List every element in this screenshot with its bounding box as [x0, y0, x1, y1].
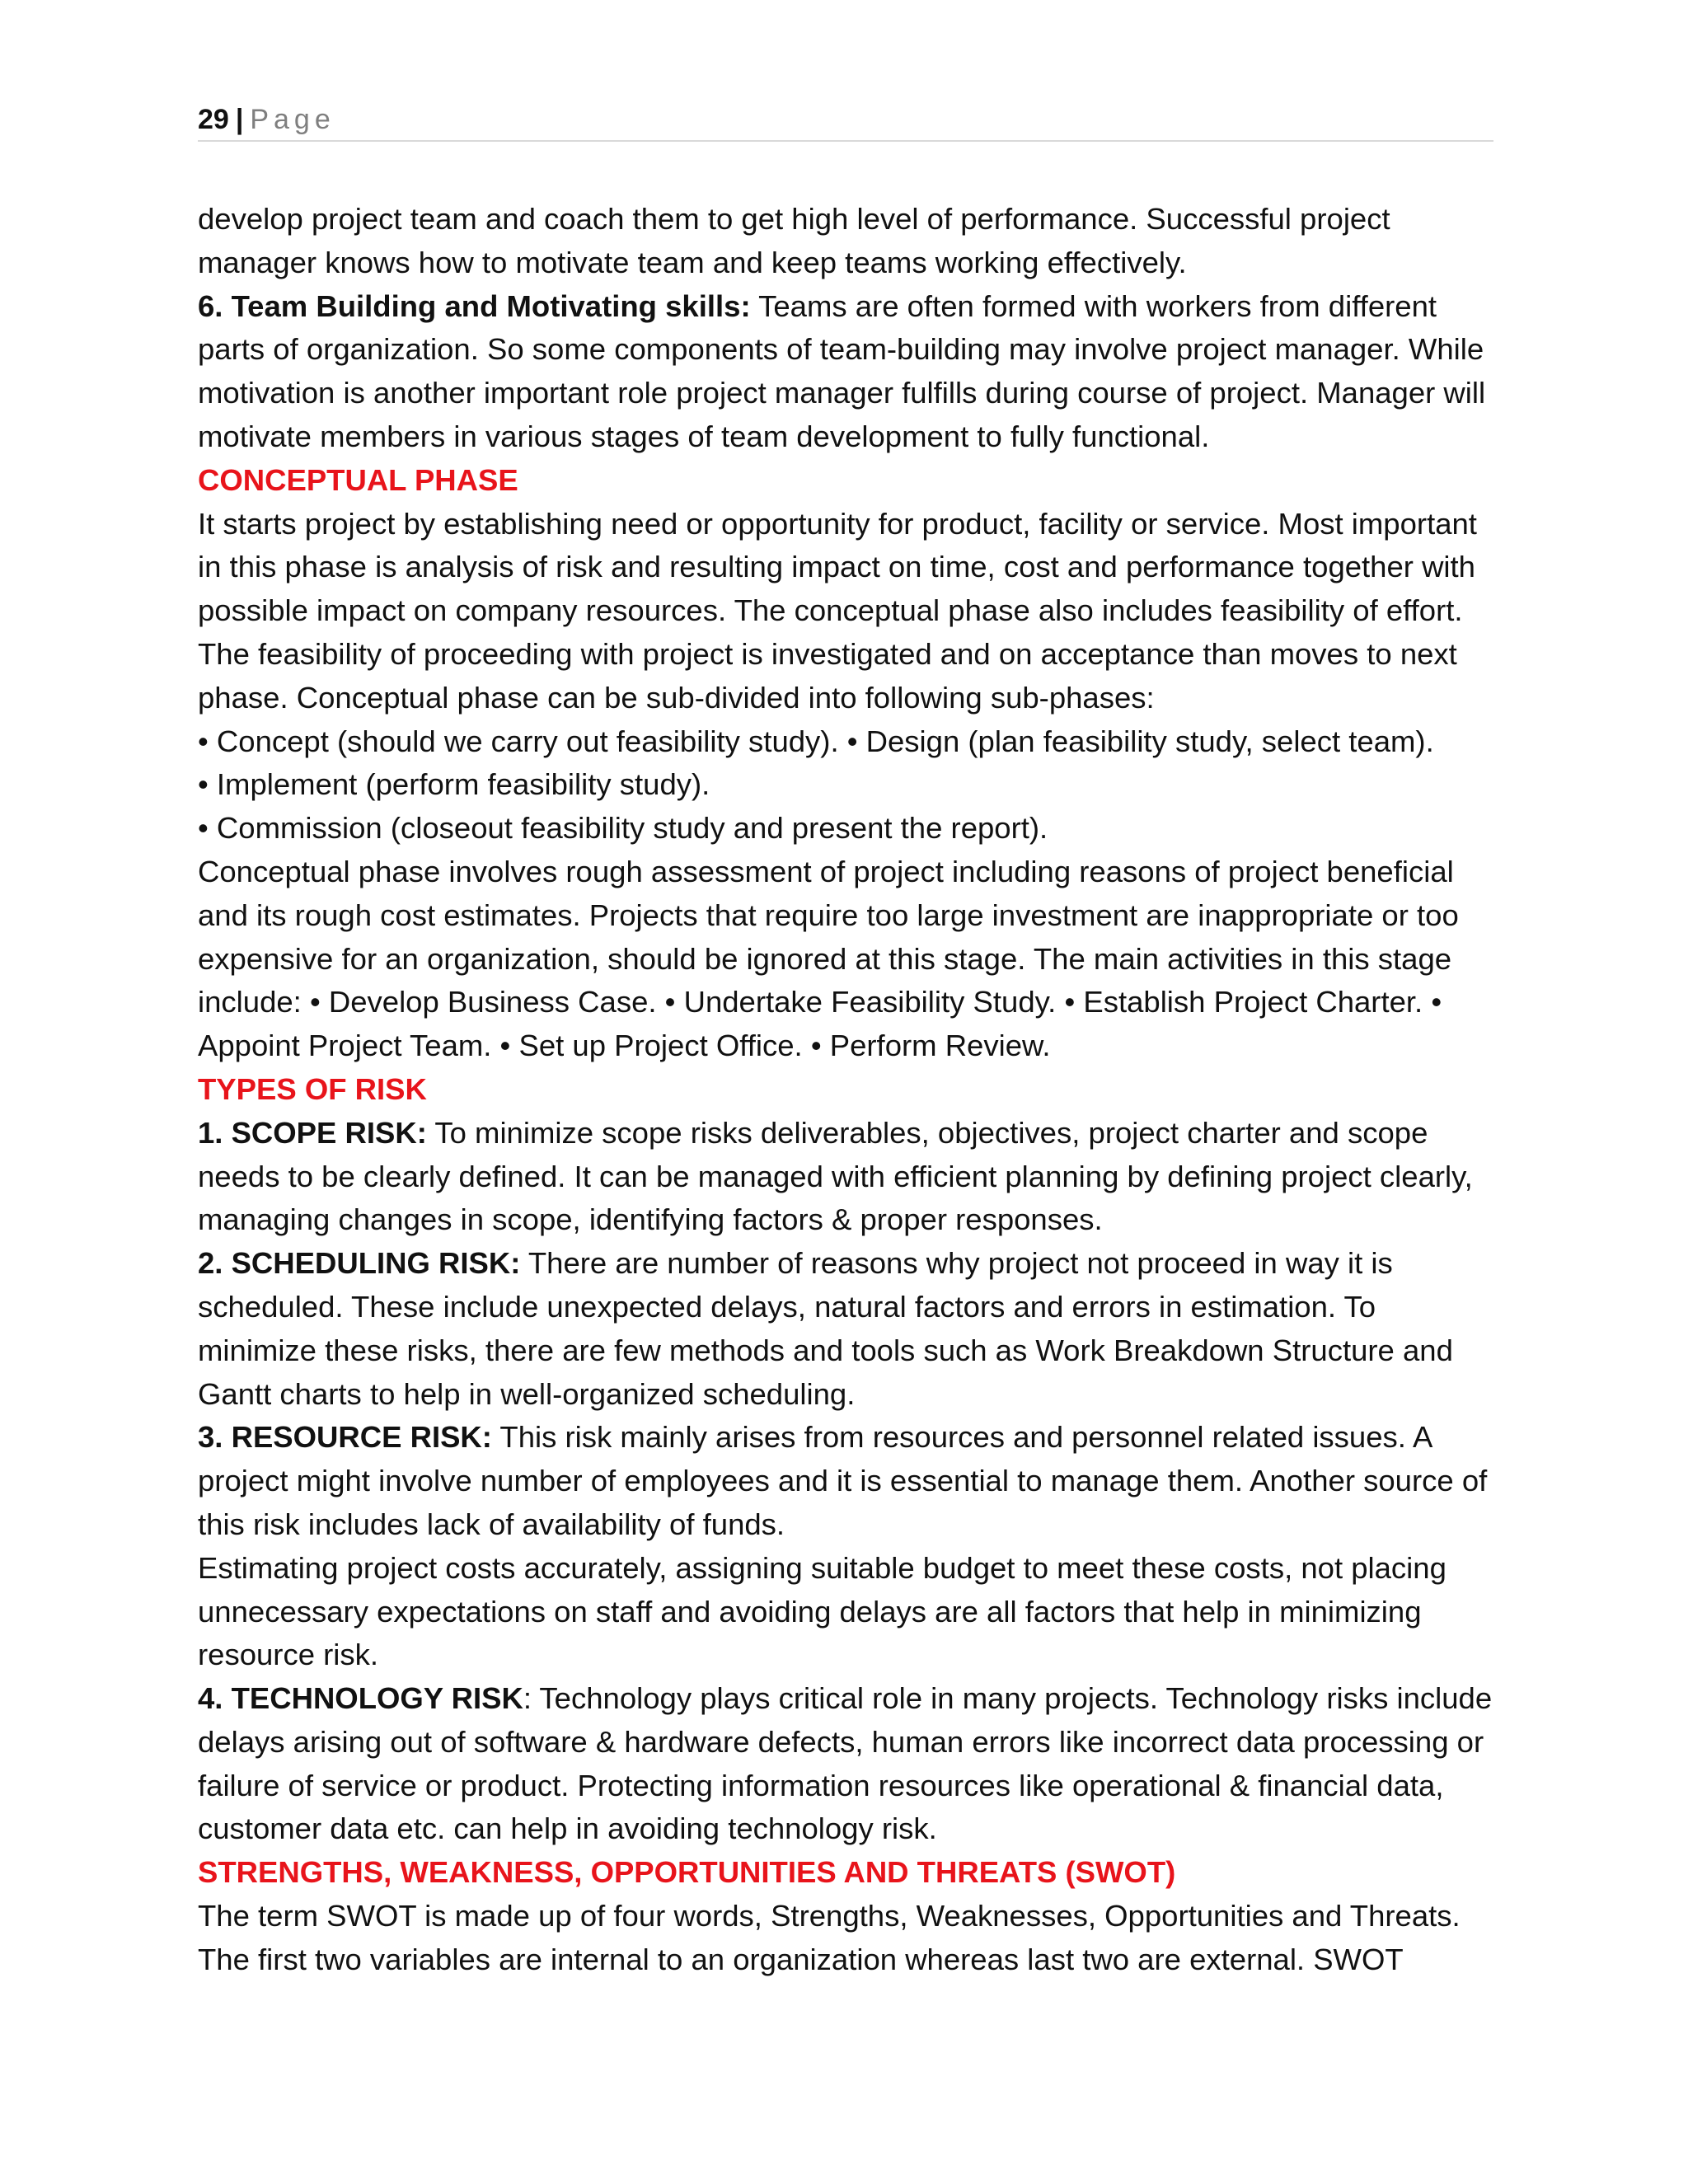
technology-risk-paragraph	[198, 1677, 1500, 1851]
scope-risk-paragraph	[198, 1112, 1500, 1242]
conceptual-phase-paragraph-2: Conceptual phase involves rough assessment of project including reasons of project beneficial and its rough cost estimates. Projects that require too large investment are inappropriate or too expensive for an organization, should be ignored at this stage. The main activities in this stage include: • Develop Business Case. • Undertake Feasibility Study. • Establish Project Charter. • Appoint Project Team. • Set up Project Office. • Perform Review.	[198, 854, 1459, 1063]
scope-risk-label: 1. SCOPE RISK:	[198, 1115, 427, 1150]
conceptual-phase-heading: CONCEPTUAL PHASE	[198, 462, 518, 497]
scheduling-risk-label: 2. SCHEDULING RISK:	[198, 1246, 521, 1281]
document-body	[198, 198, 1500, 1982]
scope-risk-text: To minimize scope risks deliverables, objectives, project charter and scope needs to be clearly defined. It can be managed with efficient planning by defining project clearly, managing changes in scope, identifying factors & proper responses.	[198, 1115, 1473, 1237]
types-of-risk-heading: TYPES OF RISK	[198, 1071, 427, 1106]
header-separator: |	[235, 104, 244, 135]
resource-risk-paragraph	[198, 1416, 1500, 1546]
conceptual-bullet-3: • Commission (closeout feasibility study and present the report).	[198, 811, 1048, 846]
conceptual-bullet-2: • Implement (perform feasibility study).	[198, 767, 710, 802]
page-word: Page	[250, 104, 335, 135]
resource-risk-label: 3. RESOURCE RISK:	[198, 1420, 492, 1455]
scheduling-risk-text: There are number of reasons why project not proceed in way it is scheduled. These include unexpected delays, natural factors and errors in estimation. To minimize these risks, there are few methods and tools such as Work Breakdown Structure and Gantt charts to help in well-organized scheduling.	[198, 1246, 1453, 1411]
conceptual-bullet-1: • Concept (should we carry out feasibility study). • Design (plan feasibility study, select team).	[198, 724, 1434, 758]
technology-risk-label: 4. TECHNOLOGY RISK	[198, 1681, 523, 1716]
page-number: 29	[198, 104, 229, 135]
team-building-label: 6. Team Building and Motivating skills:	[198, 288, 751, 323]
team-building-text: Teams are often formed with workers from different parts of organization. So some components of team-building may involve project manager. While motivation is another important role project manager fulfills during course of project. Manager will motivate members in various stages of team development to fully functional.	[198, 288, 1486, 453]
page-header	[198, 99, 1493, 142]
technology-risk-text: : Technology plays critical role in many projects. Technology risks include delays arising out of software & hardware defects, human errors like incorrect data processing or failure of service or product. Protecting information resources like operational & financial data, customer data etc. can help in avoiding technology risk.	[198, 1681, 1493, 1846]
conceptual-phase-paragraph-1: It starts project by establishing need or opportunity for product, facility or service. Most important in this phase is analysis of risk and resulting impact on time, cost and performance together with possible impact on company resources. The conceptual phase also includes feasibility of effort. The feasibility of proceeding with project is investigated and on acceptance than moves to next phase. Conceptual phase can be sub-divided into following sub-phases:	[198, 506, 1477, 715]
swot-heading: STRENGTHS, WEAKNESS, OPPORTUNITIES AND THREATS (SWOT)	[198, 1855, 1176, 1890]
intro-paragraph: develop project team and coach them to get high level of performance. Successful project manager knows how to motivate team and keep teams working effectively.	[198, 202, 1390, 279]
resource-risk-text: This risk mainly arises from resources and personnel related issues. A project might involve number of employees and it is essential to manage them. Another source of this risk includes lack of availability of funds.	[198, 1420, 1488, 1541]
scheduling-risk-paragraph	[198, 1242, 1500, 1416]
swot-paragraph: The term SWOT is made up of four words, Strengths, Weaknesses, Opportunities and Threats. The first two variables are internal to an organization whereas last two are external. SWOT	[198, 1899, 1461, 1976]
resource-risk-paragraph-2: Estimating project costs accurately, assigning suitable budget to meet these costs, not placing unnecessary expectations on staff and avoiding delays are all factors that help in minimizing resource risk.	[198, 1550, 1447, 1672]
team-building-paragraph	[198, 285, 1500, 459]
